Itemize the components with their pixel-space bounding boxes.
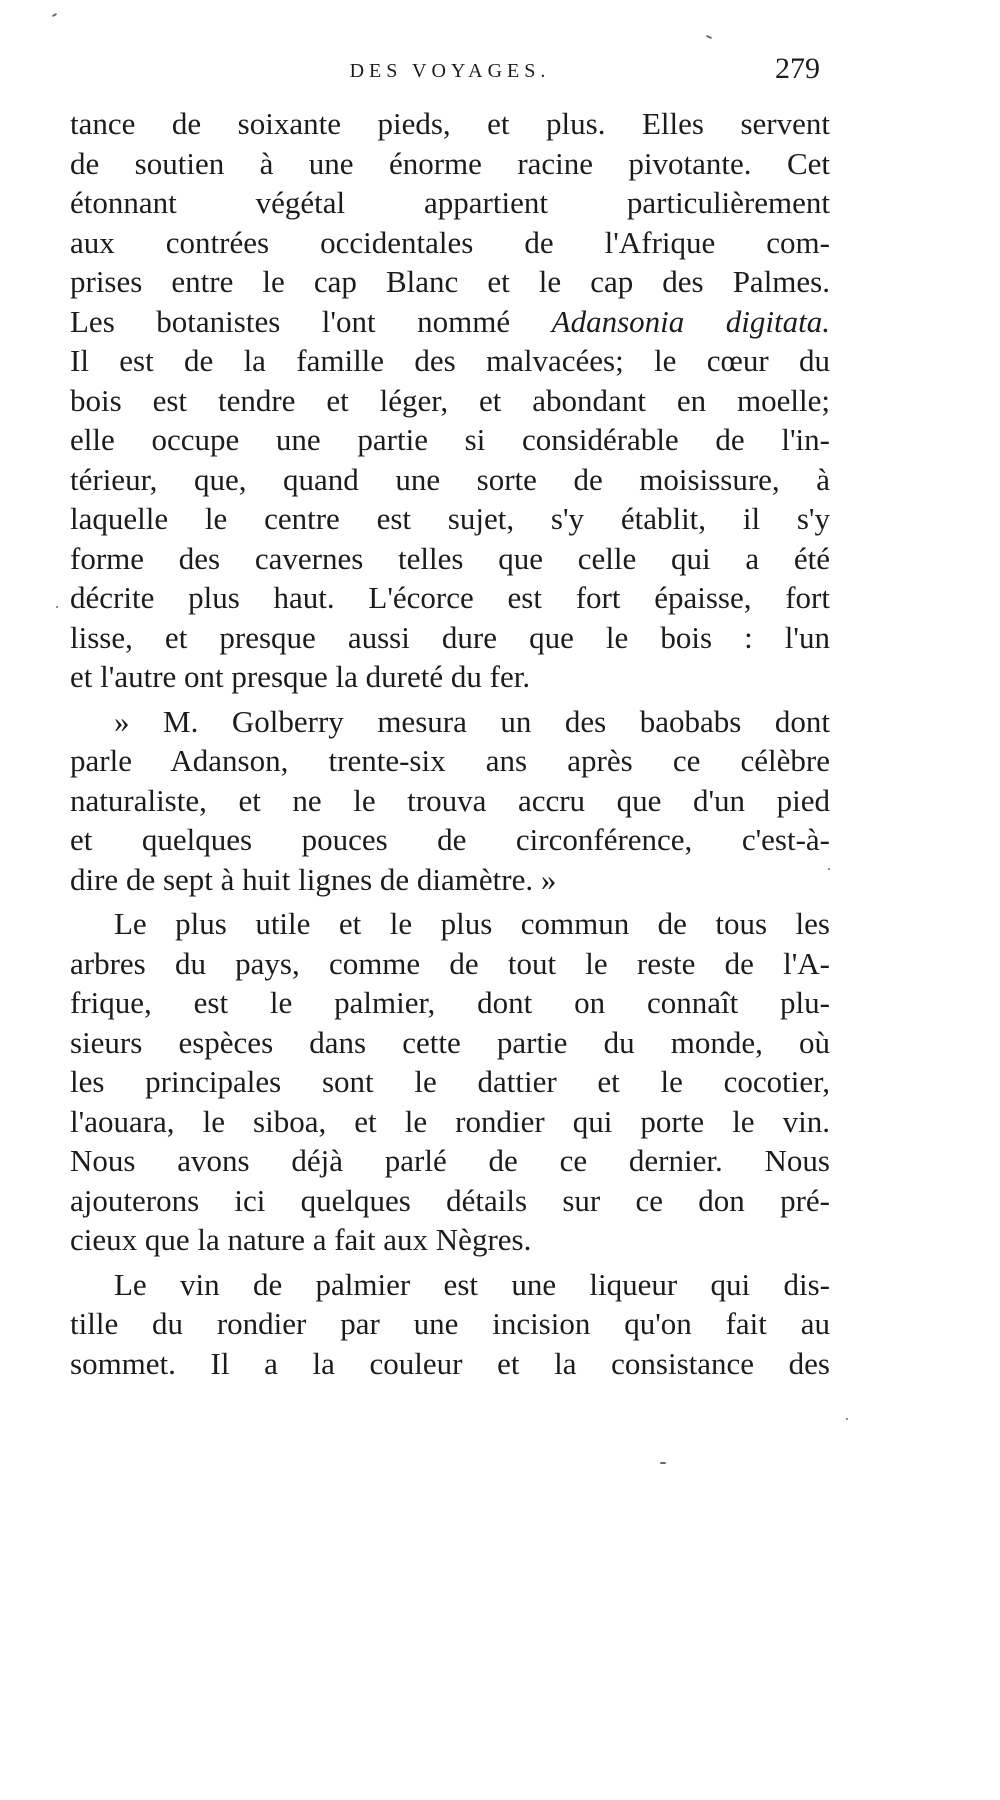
scan-speck bbox=[52, 13, 57, 17]
running-head: DES VOYAGES. bbox=[349, 60, 551, 82]
scan-speck bbox=[660, 1462, 666, 1464]
italic-species-name: Adansonia digitata. bbox=[551, 303, 830, 339]
text-line: sommet. Il a la couleur et la consistance des bbox=[70, 1345, 830, 1381]
text-line: tille du rondier par une incision qu'on fait au bbox=[70, 1306, 830, 1341]
text-line: ajouterons ici quelques détails sur ce don pré- bbox=[70, 1182, 830, 1218]
text-line: tance de soixante pieds, et plus. Elles servent bbox=[70, 106, 830, 141]
text-line: parle Adanson, trente-six ans après ce célèbre bbox=[70, 743, 830, 778]
paragraph-palmier bbox=[70, 904, 830, 1260]
text-line: arbres du pays, comme de tout le reste de l'A- bbox=[70, 945, 830, 981]
scan-speck bbox=[56, 606, 58, 608]
text-line: lisse, et presque aussi dure que le bois : l'un bbox=[70, 619, 830, 655]
text-line: Le plus utile et le plus commun de tous les bbox=[114, 906, 830, 941]
text-line: elle occupe une partie si considérable de l'in- bbox=[70, 422, 830, 457]
text-line: Le vin de palmier est une liqueur qui dis- bbox=[114, 1266, 830, 1302]
text-line: » M. Golberry mesura un des baobabs dont bbox=[114, 703, 830, 739]
page-number: 279 bbox=[775, 52, 820, 85]
text-line: cieux que la nature a fait aux Nègres. bbox=[70, 1222, 532, 1257]
scan-speck bbox=[846, 1418, 848, 1420]
text-line: décrite plus haut. L'écorce est fort épaisse, fort bbox=[70, 580, 830, 615]
text-line: laquelle le centre est sujet, s'y établit, il s'y bbox=[70, 501, 830, 536]
text-line: térieur, que, quand une sorte de moisissure, à bbox=[70, 461, 830, 497]
text-line: sieurs espèces dans cette partie du monde, où bbox=[70, 1024, 830, 1060]
text-line: les principales sont le dattier et le cocotier, bbox=[70, 1064, 830, 1099]
text-line: forme des cavernes telles que celle qui a été bbox=[70, 540, 830, 576]
text-fragment: Les botanistes l'ont nommé bbox=[70, 303, 511, 339]
text-line: aux contrées occidentales de l'Afrique com- bbox=[70, 224, 830, 260]
text-line: Nous avons déjà parlé de ce dernier. Nous bbox=[70, 1143, 830, 1178]
text-line: de soutien à une énorme racine pivotante. Cet bbox=[70, 145, 830, 181]
text-line: dire de sept à huit lignes de diamètre. » bbox=[70, 861, 557, 897]
text-line: frique, est le palmier, dont on connaît plu- bbox=[70, 985, 830, 1020]
text-line: et l'autre ont presque la dureté du fer. bbox=[70, 659, 531, 694]
text-line: l'aouara, le siboa, et le rondier qui porte le vin. bbox=[70, 1103, 830, 1139]
page-header bbox=[80, 52, 820, 92]
text-line: naturaliste, et ne le trouva accru que d'un pied bbox=[70, 782, 830, 818]
paragraph-vin-de-palmier bbox=[70, 1265, 830, 1384]
paragraph-baobab bbox=[70, 104, 830, 697]
scan-speck bbox=[828, 868, 830, 870]
text-line: prises entre le cap Blanc et le cap des Palmes. bbox=[70, 264, 830, 299]
scan-speck bbox=[706, 35, 712, 39]
text-line: étonnant végétal appartient particulièrement bbox=[70, 185, 830, 220]
paragraph-golberry bbox=[70, 702, 830, 900]
text-line: bois est tendre et léger, et abondant en moelle; bbox=[70, 382, 830, 418]
text-line: et quelques pouces de circonférence, c'est-à- bbox=[70, 822, 830, 857]
text-line-with-italic bbox=[70, 302, 830, 342]
body-text bbox=[70, 104, 830, 1383]
text-line: Il est de la famille des malvacées; le cœur du bbox=[70, 343, 830, 378]
